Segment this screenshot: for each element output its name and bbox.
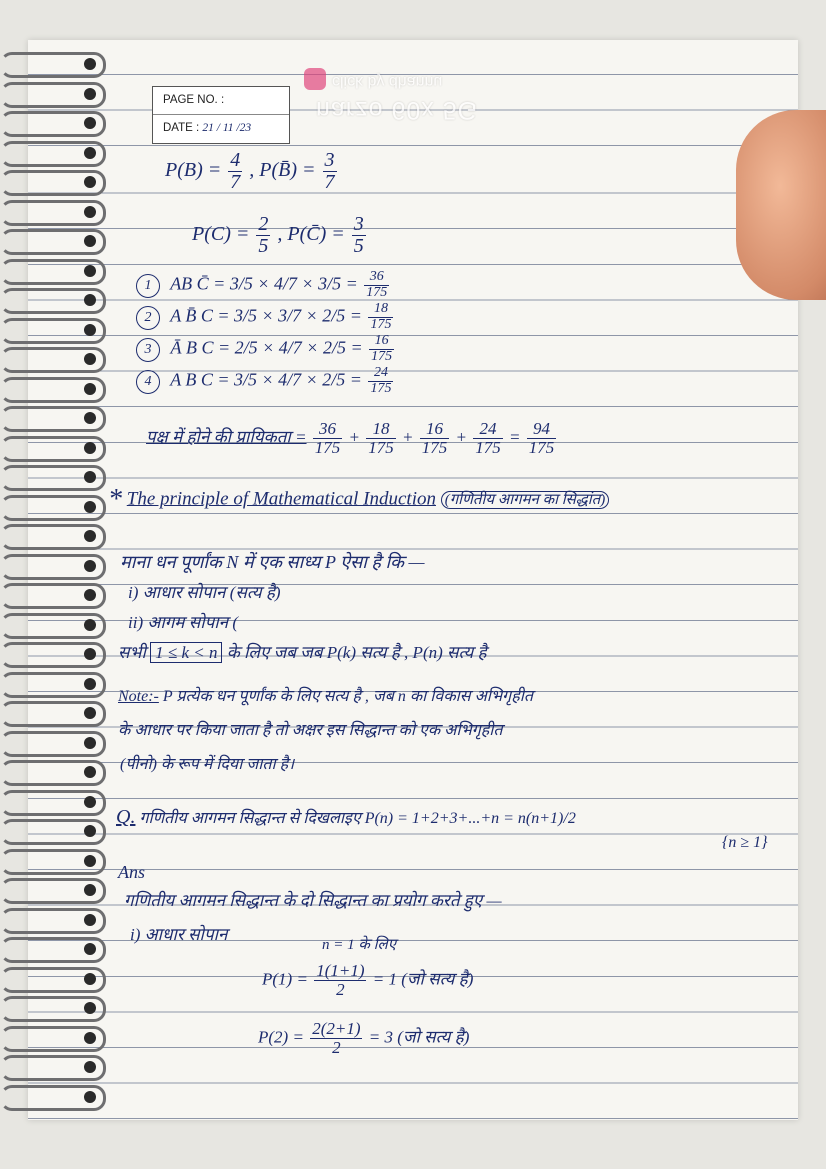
punch-hole [84, 147, 96, 159]
sum-term-den: 175 [475, 437, 501, 457]
p2-lhs: P(2) = [258, 1027, 304, 1047]
case-row [136, 270, 391, 300]
statement-post: के लिए जब जब P(k) सत्य है , P(n) सत्य है [226, 643, 487, 662]
question-condition: {n ≥ 1} [722, 834, 768, 851]
pbbar-num: 3 [324, 149, 335, 171]
punch-hole [84, 855, 96, 867]
pcbar-num: 3 [353, 213, 364, 235]
p1-num: 1(1+1) [316, 961, 365, 980]
sum-result-den: 175 [528, 437, 555, 457]
watermark-line1: click by dhannu [332, 73, 443, 90]
answer-line2: i) आधार सोपान [130, 925, 228, 944]
p2-num: 2(2+1) [312, 1019, 361, 1038]
sum-term-den: 175 [314, 437, 341, 457]
page-no-label: PAGE NO. : [163, 94, 225, 106]
punch-hole [84, 973, 96, 985]
case-result [369, 334, 394, 364]
sum-term [473, 420, 503, 457]
punch-hole [84, 619, 96, 631]
case-label: Ā B C = [170, 337, 231, 358]
punch-hole [84, 648, 96, 660]
statement-pre: सभी [118, 643, 146, 662]
p1-frac [314, 962, 366, 999]
pb-num: 4 [230, 149, 241, 171]
p1-line [262, 962, 473, 999]
pc-den: 5 [258, 235, 269, 257]
statement-line2: i) आधार सोपान (सत्य है) [128, 583, 281, 602]
p2-line [258, 1020, 469, 1057]
punch-hole [84, 442, 96, 454]
punch-hole [84, 1002, 96, 1014]
punch-hole [84, 1091, 96, 1103]
punch-hole [84, 471, 96, 483]
page-date-box [152, 86, 290, 144]
watermark-logo-icon [304, 68, 326, 90]
case-result [368, 366, 393, 396]
sum-term-num: 36 [313, 420, 343, 439]
date-row [153, 114, 289, 142]
pbbar-lhs: , P(B̄) = [249, 159, 316, 182]
watermark-line2: narzo 60x 5G [316, 96, 479, 124]
case-result-num: 16 [369, 334, 394, 350]
note-line3: (पीनो) के रूप में दिया जाता है। [120, 756, 295, 773]
camera-watermark [310, 62, 530, 128]
prob-c-line [192, 214, 368, 257]
case-result-den: 175 [366, 284, 388, 300]
question-line [116, 806, 576, 829]
note-line1 [118, 684, 533, 706]
case-label: AB C̄ = [170, 273, 226, 294]
punch-hole [84, 707, 96, 719]
punch-hole [84, 265, 96, 277]
sum-line: पक्ष में होने की प्रायिकता = $\frac{36}{175}$ + $\frac{18}{175}$ + $\frac{16}{175}$ + $\frac{24}{175}$ = $\frac{94}{175}$ [146, 419, 555, 457]
sum-term-num: 24 [473, 420, 503, 439]
punch-hole [84, 589, 96, 601]
question-formula: P(n) = 1+2+3+...+n = n(n+1)/2 [364, 810, 576, 827]
note-line2: के आधार पर किया जाता है तो अक्षर इस सिद्धान्त को एक अभिगृहीत [118, 722, 503, 739]
punch-hole [84, 943, 96, 955]
case-number: 3 [136, 338, 160, 362]
p1-den: 2 [336, 979, 345, 999]
sum-term-den: 175 [368, 437, 394, 457]
punch-hole [84, 88, 96, 100]
p1-rhs: = 1 (जो सत्य है) [372, 969, 474, 989]
star-icon: * [108, 484, 122, 515]
case-row [136, 366, 395, 396]
pc-frac [256, 214, 270, 257]
punch-hole [84, 737, 96, 749]
pb-frac [228, 150, 242, 193]
case-number: 4 [136, 370, 160, 394]
case-result-num: 18 [368, 302, 393, 318]
punch-hole [84, 766, 96, 778]
page-no-row [153, 87, 289, 114]
punch-hole [84, 58, 96, 70]
punch-hole [84, 117, 96, 129]
punch-hole [84, 501, 96, 513]
punch-hole [84, 1032, 96, 1044]
p2-frac [310, 1020, 362, 1057]
p2-rhs: = 3 (जो सत्य है) [368, 1027, 470, 1047]
sum-term [313, 420, 343, 457]
note-text1: P प्रत्येक धन पूर्णांक के लिए सत्य है , जब n का विकास अभिगृहीत [162, 688, 533, 705]
punch-hole [84, 678, 96, 690]
date-value: 21 / 11 /23 [202, 122, 252, 134]
pc-lhs: P(C) = [192, 223, 250, 246]
punch-hole [84, 914, 96, 926]
question-label: Q. [116, 806, 136, 828]
punch-hole [84, 294, 96, 306]
punch-hole [84, 353, 96, 365]
thumb [736, 110, 826, 300]
punch-hole [84, 1061, 96, 1073]
statement-line4 [118, 640, 487, 663]
case-label: A B C = [170, 369, 230, 390]
statement-range-box: 1 ≤ k < n [150, 642, 222, 663]
punch-hole [84, 825, 96, 837]
sum-term [420, 420, 450, 457]
answer-line1: गणितीय आगमन सिद्धान्त के दो सिद्धान्त का प्रयोग करते हुए — [124, 891, 502, 910]
punch-hole [84, 176, 96, 188]
case-result-num: 36 [364, 270, 389, 286]
pcbar-frac [352, 214, 366, 257]
punch-hole [84, 324, 96, 336]
principle-heading [108, 484, 609, 516]
date-label: DATE : [163, 122, 200, 134]
case-label: A B̄ C = [170, 305, 230, 326]
sum-prefix: पक्ष में होने की प्रायिकता = [146, 427, 307, 447]
punch-hole [84, 412, 96, 424]
sum-term-num: 16 [420, 420, 450, 439]
case-expr: 3/5 × 4/7 × 3/5 = [229, 273, 358, 294]
pbbar-frac [323, 150, 337, 193]
case-result [368, 302, 393, 332]
case-number: 2 [136, 306, 160, 330]
sum-result [527, 420, 557, 457]
question-text: गणितीय आगमन सिद्धान्त से दिखलाइए [139, 810, 361, 827]
principle-title-en: The principle of Mathematical Induction [126, 488, 436, 510]
answer-line2b: n = 1 के लिए [322, 937, 396, 953]
sum-term [366, 420, 396, 457]
case-result-den: 175 [371, 348, 393, 364]
p1-lhs: P(1) = [262, 969, 308, 989]
case-expr: 2/5 × 4/7 × 2/5 = [234, 337, 363, 358]
punch-hole [84, 383, 96, 395]
case-number: 1 [136, 274, 160, 298]
punch-hole [84, 560, 96, 572]
p2-den: 2 [332, 1037, 341, 1057]
case-row [136, 302, 395, 332]
punch-hole [84, 884, 96, 896]
pcbar-den: 5 [353, 235, 364, 257]
case-result-den: 175 [370, 380, 392, 396]
punch-hole [84, 235, 96, 247]
sum-result-num: 94 [527, 420, 557, 439]
statement-line1: माना धन पूर्णांक N में एक साध्य P ऐसा है कि — [120, 552, 425, 572]
case-result-num: 24 [368, 366, 393, 382]
case-result [364, 270, 389, 300]
answer-label: Ans [118, 862, 145, 882]
punch-hole [84, 796, 96, 808]
note-label: Note:- [118, 688, 159, 705]
statement-line3: ii) आगम सोपान ( [128, 613, 239, 632]
case-row [136, 334, 396, 364]
case-result-den: 175 [370, 316, 392, 332]
pcbar-lhs: , P(C̄) = [277, 223, 345, 246]
pc-num: 2 [258, 213, 269, 235]
pbbar-den: 7 [324, 171, 335, 193]
principle-title-hi: (गणितीय आगमन का सिद्धांत) [441, 491, 609, 509]
spiral-binding [0, 40, 110, 1120]
prob-b-line [165, 150, 339, 193]
sum-term-num: 18 [366, 420, 396, 439]
pb-lhs: P(B) = [165, 159, 222, 182]
case-expr: 3/5 × 4/7 × 2/5 = [234, 369, 362, 390]
sum-term-den: 175 [421, 437, 448, 457]
punch-hole [84, 206, 96, 218]
punch-hole [84, 530, 96, 542]
pb-den: 7 [230, 171, 241, 193]
case-expr: 3/5 × 3/7 × 2/5 = [234, 305, 362, 326]
